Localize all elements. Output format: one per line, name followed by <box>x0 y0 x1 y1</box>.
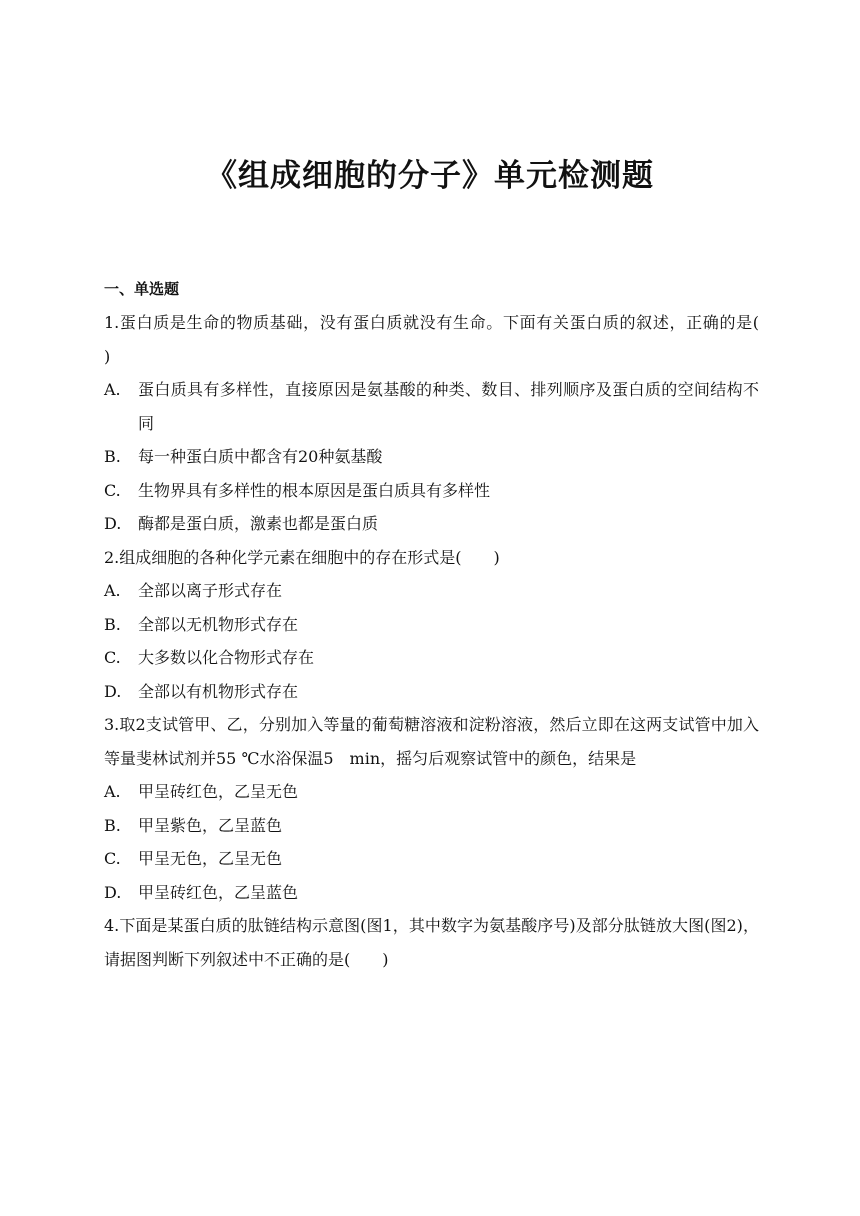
option-text: 酶都是蛋白质，激素也都是蛋白质 <box>138 514 379 533</box>
question-stem: 2.组成细胞的各种化学元素在细胞中的存在形式是( ) <box>104 547 500 567</box>
option-letter: C. <box>104 648 121 667</box>
option-text: 甲呈砖红色，乙呈无色 <box>138 782 299 801</box>
option-letter: D. <box>104 882 122 902</box>
option-text: 甲呈砖红色，乙呈蓝色 <box>138 882 299 902</box>
option-letter: B. <box>104 614 121 634</box>
option-d <box>104 507 759 541</box>
option-letter: D. <box>104 514 122 533</box>
document-title: 《组成细胞的分子》单元检测题 <box>206 158 654 194</box>
option-c <box>104 474 759 508</box>
question-stem: 1.蛋白质是生命的物质基础，没有蛋白质就没有生命。下面有关蛋白质的叙述，正确的是( ) <box>104 313 792 366</box>
document-body <box>104 276 792 976</box>
section-heading: 一、单选题 <box>104 280 180 298</box>
option-a <box>104 574 759 608</box>
option-letter: B. <box>104 815 121 835</box>
question-4 <box>104 909 759 976</box>
option-b <box>104 608 759 642</box>
option-text: 甲呈无色，乙呈无色 <box>138 849 283 868</box>
option-text: 大多数以化合物形式存在 <box>138 648 315 667</box>
option-letter: C. <box>104 480 121 500</box>
question-stem: 3.取2支试管甲、乙，分别加入等量的葡萄糖溶液和淀粉溶液，然后立即在这两支试管中加入等量斐林试剂并55 ℃水浴保温5 min，摇匀后观察试管中的颜色，结果是 <box>104 715 759 768</box>
question-2 <box>104 541 759 709</box>
option-d <box>104 876 759 910</box>
question-1 <box>104 306 792 541</box>
option-text: 甲呈紫色，乙呈蓝色 <box>138 815 283 835</box>
option-letter: D. <box>104 681 122 701</box>
option-letter: A. <box>104 380 121 399</box>
option-letter: B. <box>104 447 121 466</box>
option-text: 全部以离子形式存在 <box>138 581 283 600</box>
option-text: 蛋白质具有多样性，直接原因是氨基酸的种类、数目、排列顺序及蛋白质的空间结构不同 <box>138 380 759 433</box>
option-b <box>104 809 759 843</box>
question-3 <box>104 708 759 909</box>
option-text: 生物界具有多样性的根本原因是蛋白质具有多样性 <box>138 480 491 500</box>
option-c <box>104 641 759 675</box>
option-text: 全部以无机物形式存在 <box>138 614 299 634</box>
question-stem: 4.下面是某蛋白质的肽链结构示意图(图1，其中数字为氨基酸序号)及部分肽链放大图(图2)，请据图判断下列叙述中不正确的是( ) <box>104 916 759 969</box>
option-letter: C. <box>104 849 121 868</box>
option-letter: A. <box>104 782 121 801</box>
option-d <box>104 675 759 709</box>
option-a <box>104 373 759 440</box>
option-a <box>104 775 759 809</box>
option-c <box>104 842 759 876</box>
option-letter: A. <box>104 581 121 600</box>
option-b <box>104 440 759 474</box>
option-text: 全部以有机物形式存在 <box>138 681 299 701</box>
option-text: 每一种蛋白质中都含有20种氨基酸 <box>138 447 383 466</box>
